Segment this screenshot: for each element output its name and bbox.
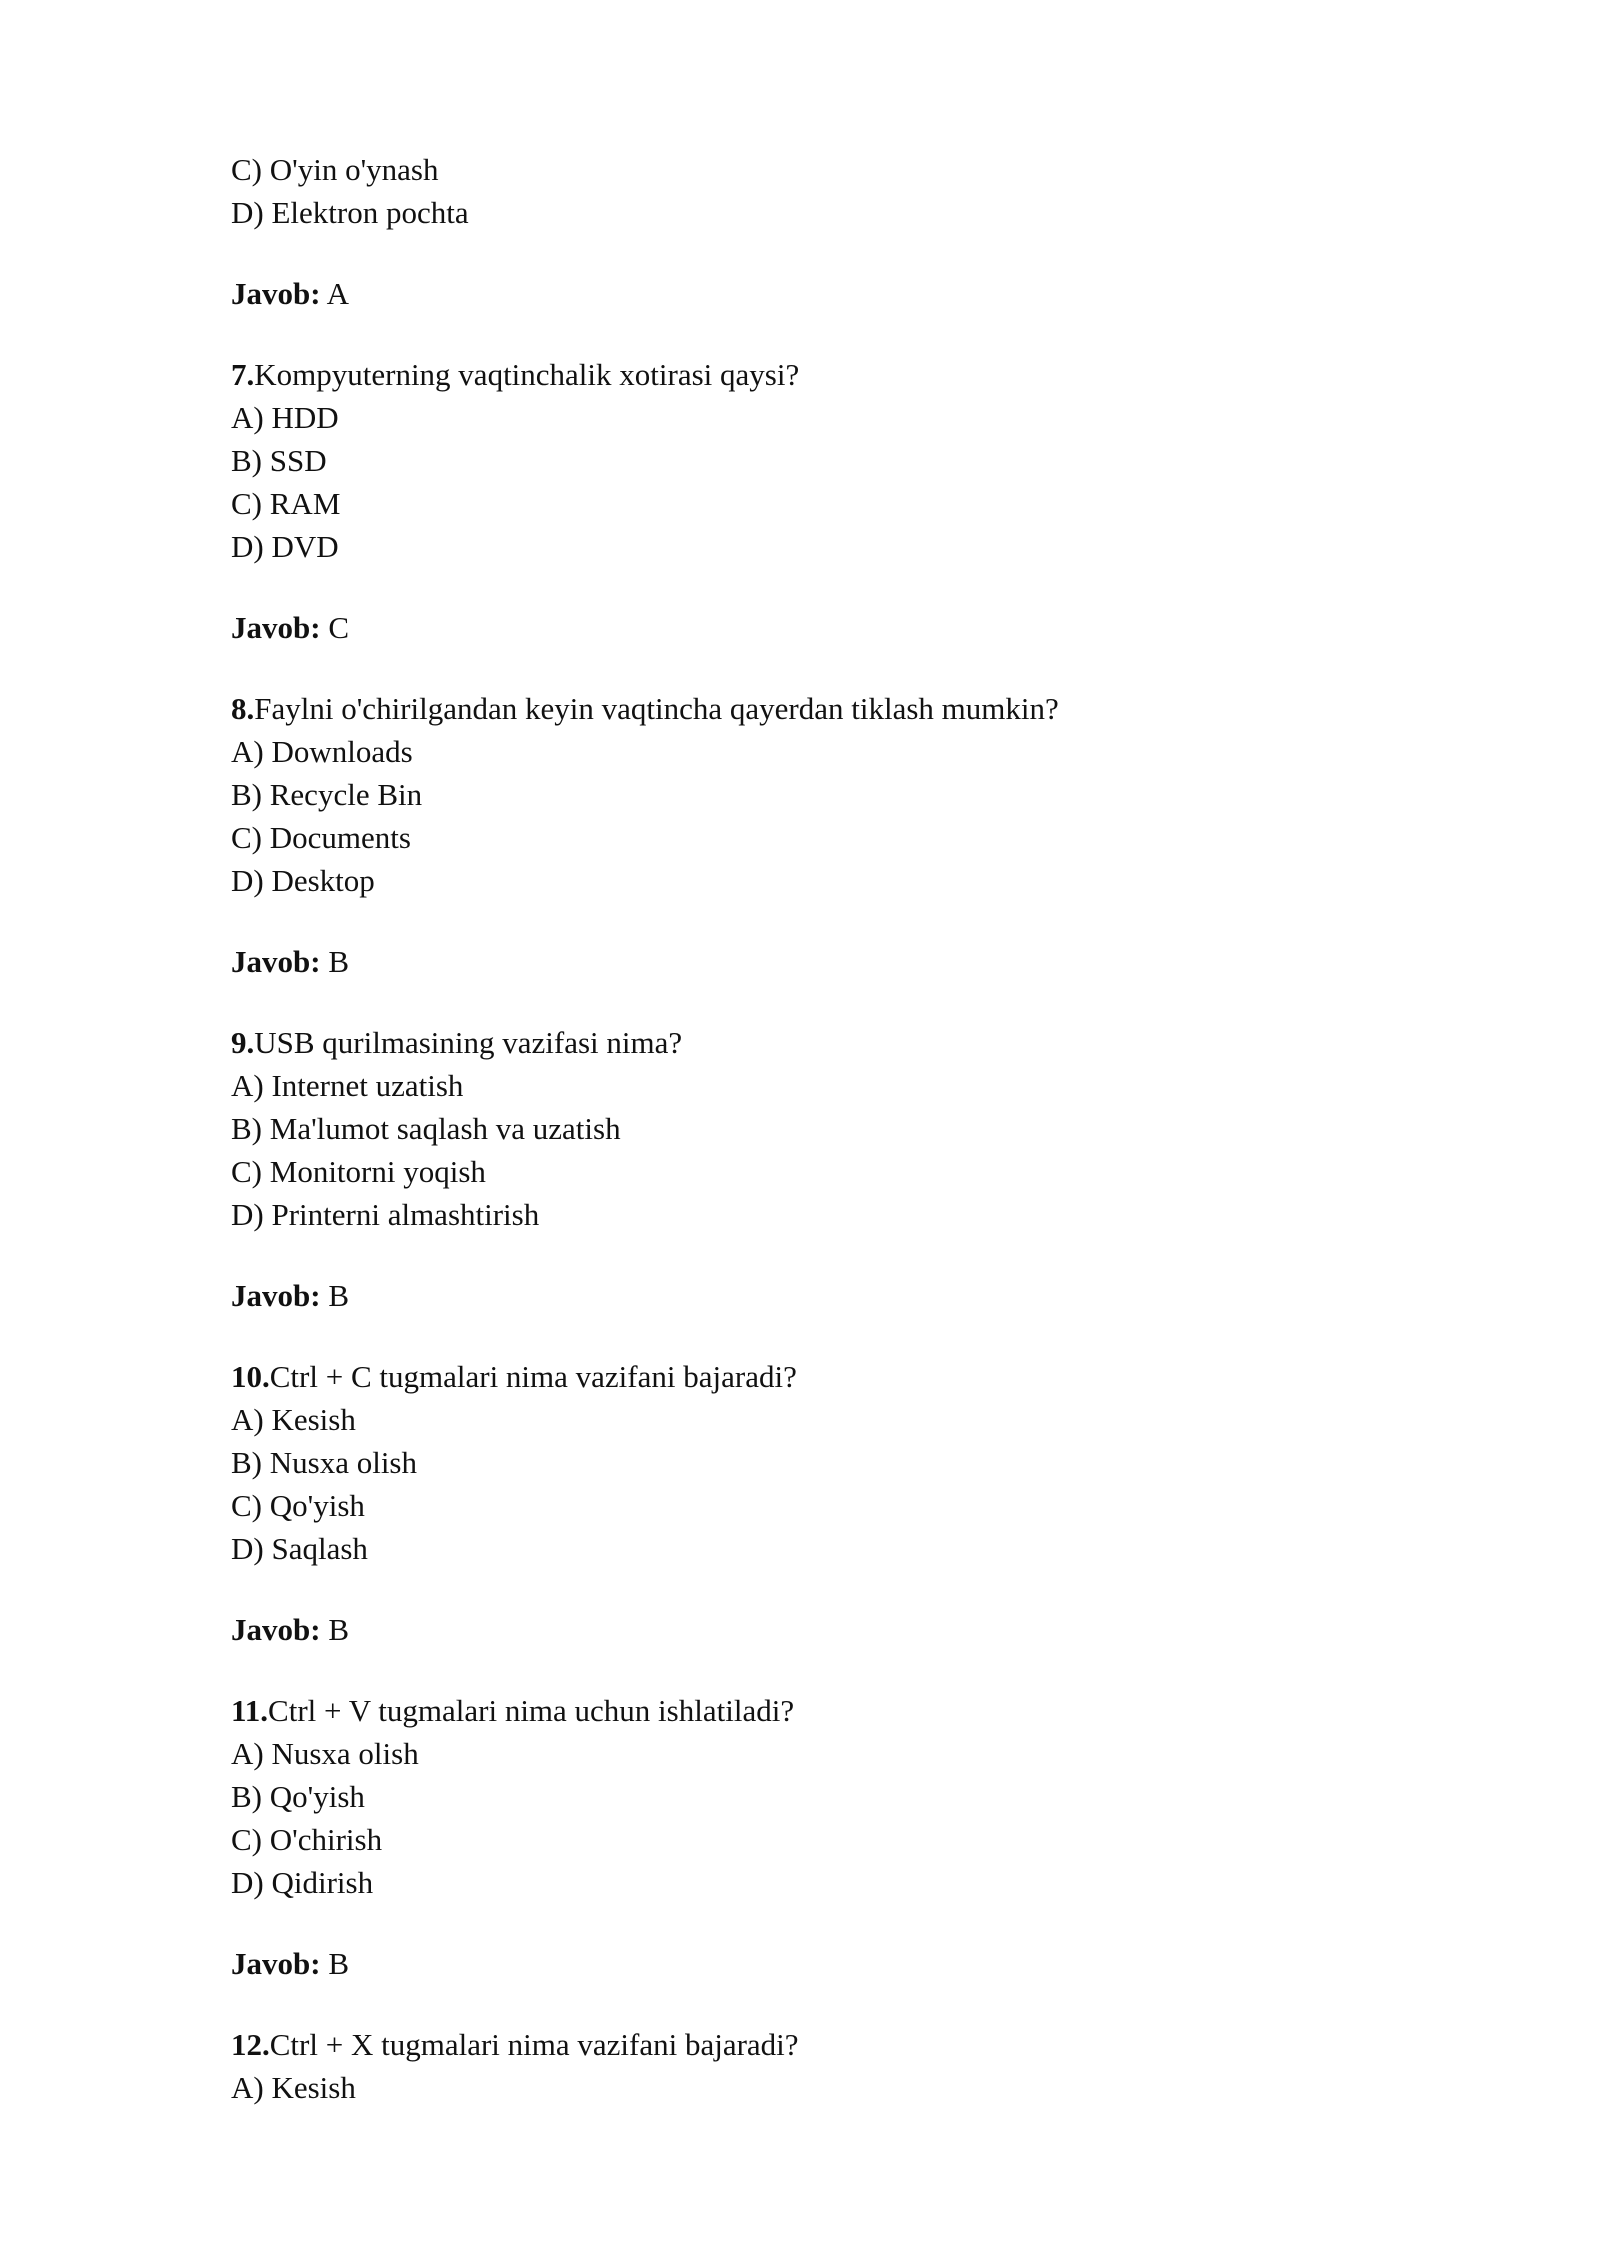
question-text: USB qurilmasining vazifasi nima? — [254, 1025, 683, 1060]
answer-label: Javob: — [231, 1946, 321, 1981]
option-line: C) Qo'yish — [231, 1488, 365, 1523]
option-line: D) Desktop — [231, 863, 375, 898]
question-line — [231, 353, 1381, 396]
option-line: C) Monitorni yoqish — [231, 1154, 486, 1189]
answer-label: Javob: — [231, 276, 321, 311]
question-block — [231, 687, 1381, 902]
answer-line — [231, 272, 1381, 315]
option-line: B) SSD — [231, 443, 327, 478]
question-line — [231, 1689, 1381, 1732]
answer-label: Javob: — [231, 610, 321, 645]
option-line: A) Kesish — [231, 2070, 356, 2105]
answer-label: Javob: — [231, 1278, 321, 1313]
question-block — [231, 1355, 1381, 1570]
answer-value: B — [320, 944, 350, 979]
option-line: A) Kesish — [231, 1402, 356, 1437]
question-text: Ctrl + C tugmalari nima vazifani bajaradi? — [269, 1359, 797, 1394]
option-line: C) O'yin o'ynash — [231, 152, 439, 187]
option-line: D) Saqlash — [231, 1531, 368, 1566]
answer-value: C — [320, 610, 350, 645]
option-line: D) Qidirish — [231, 1865, 374, 1900]
answer-value: B — [320, 1278, 350, 1313]
option-line: B) Ma'lumot saqlash va uzatish — [231, 1111, 621, 1146]
answer-line — [231, 940, 1381, 983]
answer-line — [231, 1274, 1381, 1317]
question-number: 11. — [231, 1693, 269, 1728]
option-line: D) Printerni almashtirish — [231, 1197, 540, 1232]
document-page — [231, 148, 1381, 2109]
answer-value: B — [320, 1612, 350, 1647]
option-line: B) Recycle Bin — [231, 777, 423, 812]
question-text: Ctrl + V tugmalari nima uchun ishlatiladi? — [268, 1693, 795, 1728]
answer-line — [231, 606, 1381, 649]
question-number: 9. — [231, 1025, 255, 1060]
question-line — [231, 687, 1381, 730]
answer-value: B — [320, 1946, 350, 1981]
question-line — [231, 2023, 1381, 2066]
question-text: Faylni o'chirilgandan keyin vaqtincha qayerdan tiklash mumkin? — [254, 691, 1059, 726]
option-line: C) Documents — [231, 820, 411, 855]
question-block — [231, 1689, 1381, 1904]
option-line: D) DVD — [231, 529, 339, 564]
answer-line — [231, 1942, 1381, 1985]
leading-options — [231, 148, 1381, 234]
question-line — [231, 1355, 1381, 1398]
question-number: 8. — [231, 691, 255, 726]
question-number: 10. — [231, 1359, 270, 1394]
option-line: A) Downloads — [231, 734, 413, 769]
question-number: 7. — [231, 357, 255, 392]
option-line: C) O'chirish — [231, 1822, 383, 1857]
answer-label: Javob: — [231, 944, 321, 979]
question-number: 12. — [231, 2027, 270, 2062]
answer-value: A — [320, 276, 350, 311]
option-line: A) Nusxa olish — [231, 1736, 419, 1771]
question-text: Kompyuterning vaqtinchalik xotirasi qaysi? — [254, 357, 800, 392]
option-line: A) Internet uzatish — [231, 1068, 464, 1103]
option-line: A) HDD — [231, 400, 339, 435]
answer-line — [231, 1608, 1381, 1651]
answer-label: Javob: — [231, 1612, 321, 1647]
option-line: C) RAM — [231, 486, 341, 521]
question-block — [231, 2023, 1381, 2109]
question-block — [231, 353, 1381, 568]
question-line — [231, 1021, 1381, 1064]
question-block — [231, 1021, 1381, 1236]
option-line: D) Elektron pochta — [231, 195, 469, 230]
option-line: B) Nusxa olish — [231, 1445, 417, 1480]
question-text: Ctrl + X tugmalari nima vazifani bajaradi? — [269, 2027, 799, 2062]
option-line: B) Qo'yish — [231, 1779, 365, 1814]
